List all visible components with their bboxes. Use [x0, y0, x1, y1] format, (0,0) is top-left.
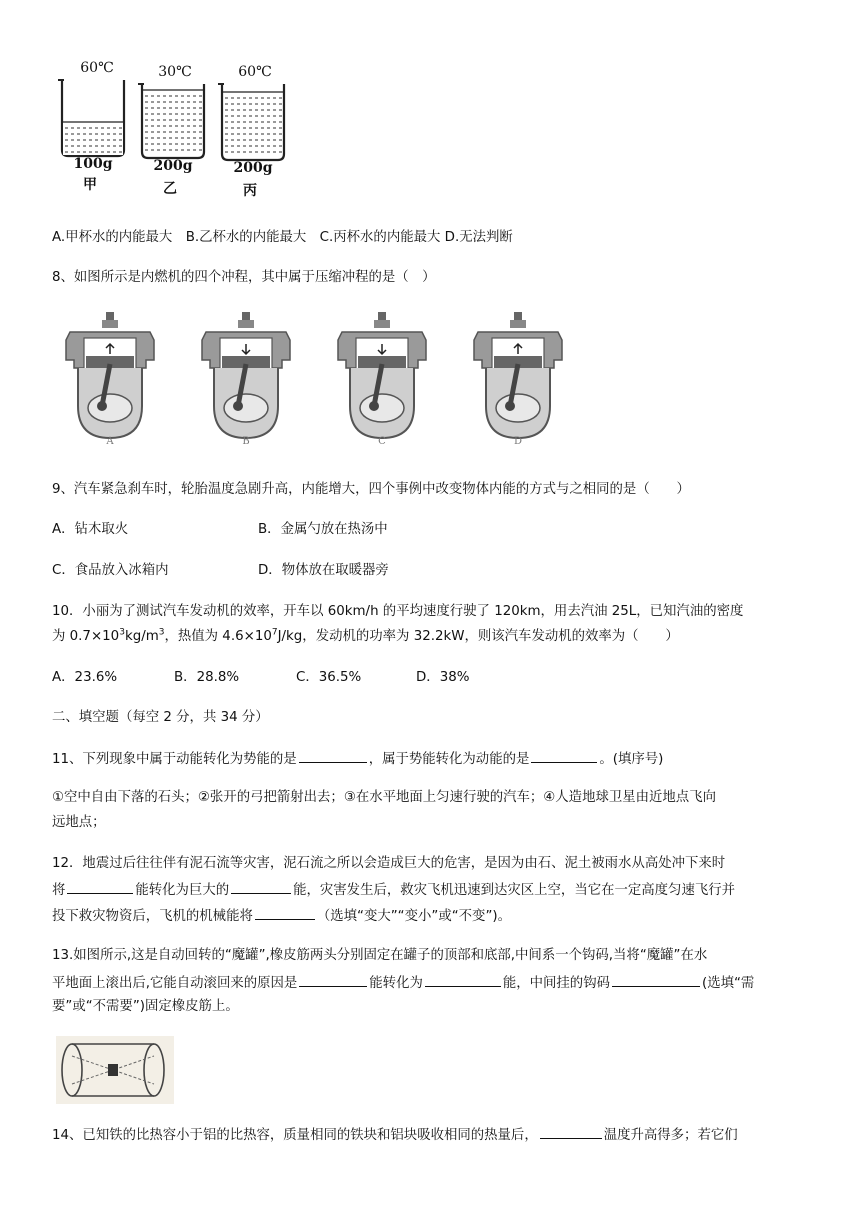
beaker-jia-name: 甲 [83, 177, 97, 193]
engine-a [66, 312, 154, 438]
engine-label-c: C [378, 436, 386, 447]
q11-line3: 远地点； [52, 815, 106, 830]
engine-c [338, 312, 426, 438]
q12-blank-2[interactable] [231, 879, 291, 894]
q9-stem: 9、汽车紧急刹车时，轮胎温度急剧升高，内能增大，四个事例中改变物体内能的方式与之相同的是（ ） [52, 482, 690, 497]
q13-blank-2[interactable] [425, 972, 501, 987]
engine-label-a: A [106, 436, 114, 447]
beaker-jia-temp: 60℃ [80, 60, 114, 76]
engine-label-b: B [242, 436, 250, 447]
magic-can-figure [56, 1036, 174, 1104]
engine-label-d: D [513, 436, 523, 447]
magic-can-drawing [56, 1036, 174, 1104]
q10-option-c: C．36.5% [296, 670, 362, 685]
q10-option-d: D．38% [416, 670, 470, 685]
q13-line3: 要”或“不需要”)固定橡皮筋上。 [52, 999, 239, 1014]
q14-blank-1[interactable] [540, 1124, 602, 1139]
q10-option-b: B．28.8% [174, 670, 240, 685]
q8-stem: 8、如图所示是内燃机的四个冲程，其中属于压缩冲程的是（ ） [52, 270, 436, 285]
q9-option-a: A．钻木取火 [52, 522, 129, 537]
q12-line3: 投下救灾物资后，飞机的机械能将 （选填“变大”“变小”或“不变”)。 [52, 905, 511, 927]
engine-figures [62, 310, 582, 450]
beaker-bing-mass: 200g [233, 160, 273, 176]
q9-option-b: B．金属勺放在热汤中 [258, 522, 388, 537]
q13-blank-3[interactable] [612, 972, 700, 987]
engines-drawing [62, 310, 582, 450]
q9-option-c: C．食品放入冰箱内 [52, 563, 169, 578]
beaker-bing-name: 丙 [243, 183, 257, 199]
beaker-jia [58, 80, 124, 156]
q10-option-a: A．23.6% [52, 670, 118, 685]
beaker-yi [138, 84, 204, 158]
beaker-yi-mass: 200g [153, 158, 193, 174]
q11-line2: ①空中自由下落的石头；②张开的弓把箭射出去；③在水平地面上匀速行驶的汽车；④人造地球卫星由近地点飞向 [52, 790, 716, 805]
beaker-bing-temp: 60℃ [238, 64, 272, 80]
q10-line1: 10．小丽为了测试汽车发动机的效率，开车以 60km/h 的平均速度行驶了 120km，用去汽油 25L，已知汽油的密度 [52, 604, 744, 619]
q7-options: A.甲杯水的内能最大 B.乙杯水的内能最大 C.丙杯水的内能最大 D.无法判断 [52, 230, 513, 245]
section-2-heading: 二、填空题（每空 2 分，共 34 分） [52, 710, 269, 725]
beaker-yi-name: 乙 [163, 181, 177, 197]
q14-line1: 14、已知铁的比热容小于铝的比热容，质量相同的铁块和铝块吸收相同的热量后， 温度升高得多；若它们 [52, 1124, 738, 1146]
q13-blank-1[interactable] [299, 972, 367, 987]
q11-blank-1[interactable] [299, 748, 367, 763]
beaker-bing [218, 84, 284, 160]
q9-option-d: D．物体放在取暖器旁 [258, 563, 389, 578]
engine-b [202, 312, 290, 438]
engine-d [474, 312, 562, 438]
q13-line1: 13.如图所示,这是自动回转的“魔罐”,橡皮筋两头分别固定在罐子的顶部和底部,中间系一个钩码,当将“魔罐”在水 [52, 948, 708, 963]
q10-line2: 为 $0.7\times 10^3kg/m^3$，热值为 $4.6\times 10^7J/kg$，发动机的功率为 32.2kW，则该汽车发动机的效率为（ ） [52, 627, 679, 644]
beakers-figure [50, 58, 290, 203]
q11-blank-2[interactable] [531, 748, 597, 763]
q12-line1: 12．地震过后往往伴有泥石流等灾害，泥石流之所以会造成巨大的危害，是因为由石、泥土被雨水从高处冲下来时 [52, 856, 726, 871]
q12-blank-3[interactable] [255, 905, 315, 920]
q12-line2: 将 能转化为巨大的 能，灾害发生后，救灾飞机迅速到达灾区上空，当它在一定高度匀速飞行并 [52, 879, 735, 901]
q12-blank-1[interactable] [67, 879, 133, 894]
q13-line2: 平地面上滚出后,它能自动滚回来的原因是 能转化为 能，中间挂的钩码 (选填“需 [52, 972, 754, 994]
beaker-yi-temp: 30℃ [158, 64, 192, 80]
q11-line1: 11、下列现象中属于动能转化为势能的是 ，属于势能转化为动能的是 。(填序号) [52, 748, 663, 770]
beaker-jia-mass: 100g [73, 156, 113, 172]
